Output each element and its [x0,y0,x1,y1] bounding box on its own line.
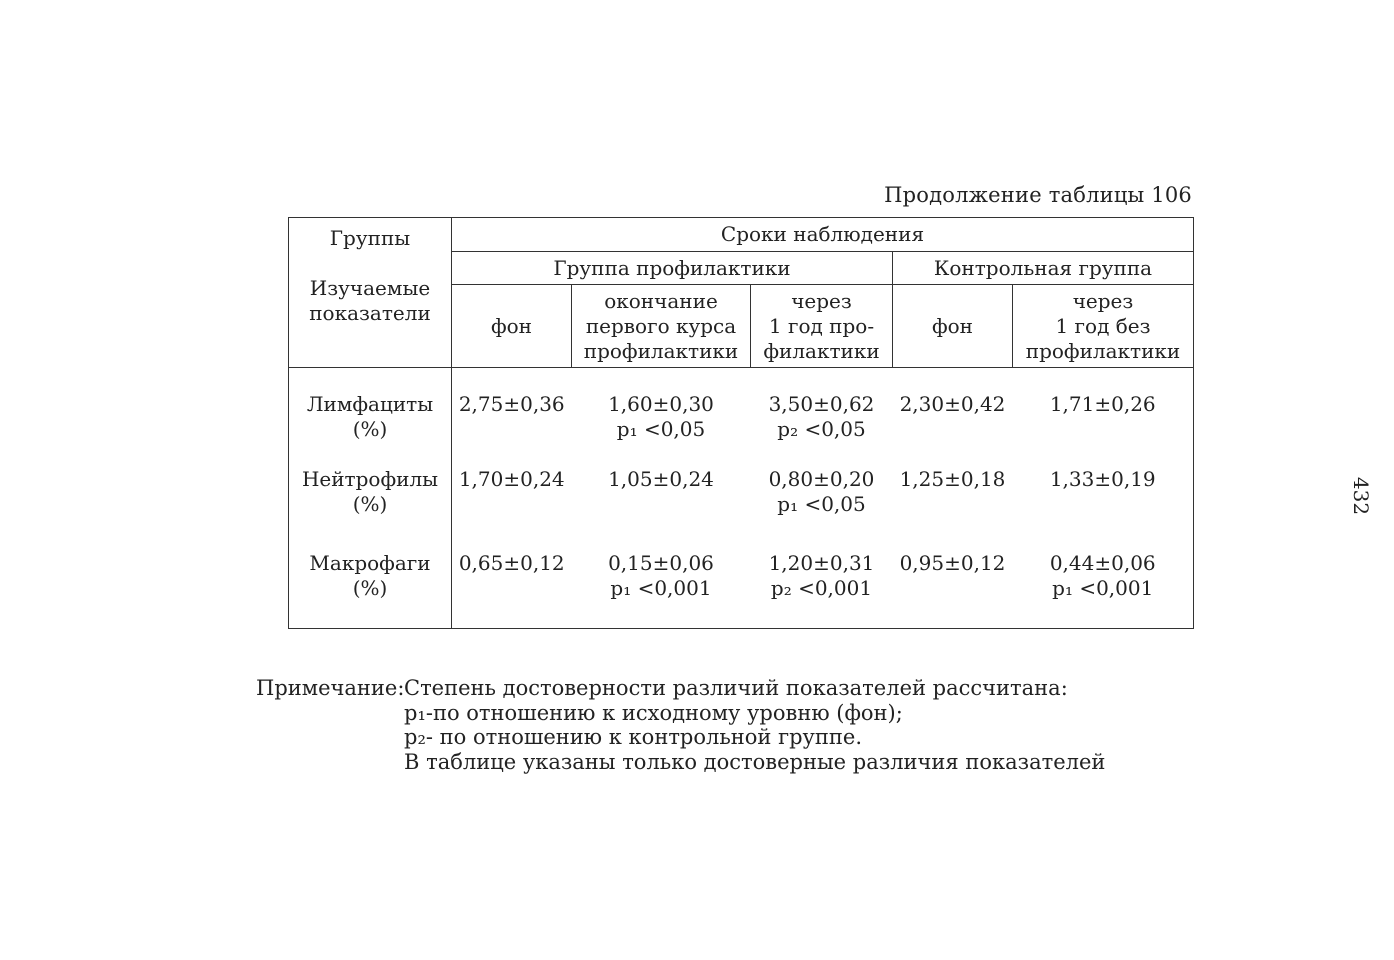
groups-header: Группы [329,226,411,250]
row-label: Макрофаги (%) [289,518,452,629]
corner-header-cell [289,218,452,368]
subheader-one-year-no-prophylaxis: через 1 год без профилактики [1013,285,1194,368]
note-line: p₁-по отношению к исходному уровню (фон); [404,700,903,725]
table-cell: 3,50±0,62 p₂ <0,05 [768,392,875,441]
subheader-baseline-control: фон [893,285,1013,368]
table-cell: 1,05±0,24 [608,467,714,491]
subheader-end-first-course: окончание первого курса профилактики [572,285,751,368]
data-table [288,217,1194,629]
note-text [404,676,1105,774]
control-group-header: Контрольная группа [893,252,1194,285]
table-cell: 0,80±0,20 p₁ <0,05 [768,467,875,516]
table-cell: 1,20±0,31 p₂ <0,001 [751,518,893,629]
table-cell: 0,65±0,12 [452,518,572,629]
table-cell: 1,70±0,24 [452,443,572,518]
note-line: Степень достоверности различий показателей рассчитана: [404,676,1068,700]
table-row [289,518,1194,629]
table-cell: 2,75±0,36 [452,368,572,444]
table-cell: 0,95±0,12 [893,518,1013,629]
table-cell: 0,44±0,06 p₁ <0,001 [1013,518,1194,629]
table-cell: 0,15±0,06 p₁ <0,001 [572,518,751,629]
table-cell: 1,71±0,26 [1013,368,1194,444]
note-line: p₂- по отношению к контрольной группе. [404,725,863,749]
table-cell: 1,33±0,19 [1013,443,1194,518]
row-label: Нейтрофилы (%) [289,443,452,518]
table-row [289,443,1194,518]
table-row [289,368,1194,444]
table-cell: 2,30±0,42 [899,392,1006,416]
table-cell: 1,25±0,18 [899,467,1006,491]
subheader-one-year-prophylaxis: через 1 год про- филактики [751,285,893,368]
table-cell: 1,60±0,30 p₁ <0,05 [608,392,714,441]
subheader-baseline-prophylaxis: фон [452,285,572,368]
page-number: 432 [1349,476,1374,516]
observation-period-header: Сроки наблюдения [452,218,1194,252]
note-line: В таблице указаны только достоверные различия показателей [404,749,1106,774]
note-label: Примечание: [256,676,405,700]
table-continuation-label: Продолжение таблицы 106 [884,183,1192,207]
indicators-header: Изучаемые показатели [309,276,431,325]
row-label: Лимфациты (%) [289,368,452,444]
prophylaxis-group-header: Группа профилактики [452,252,893,285]
